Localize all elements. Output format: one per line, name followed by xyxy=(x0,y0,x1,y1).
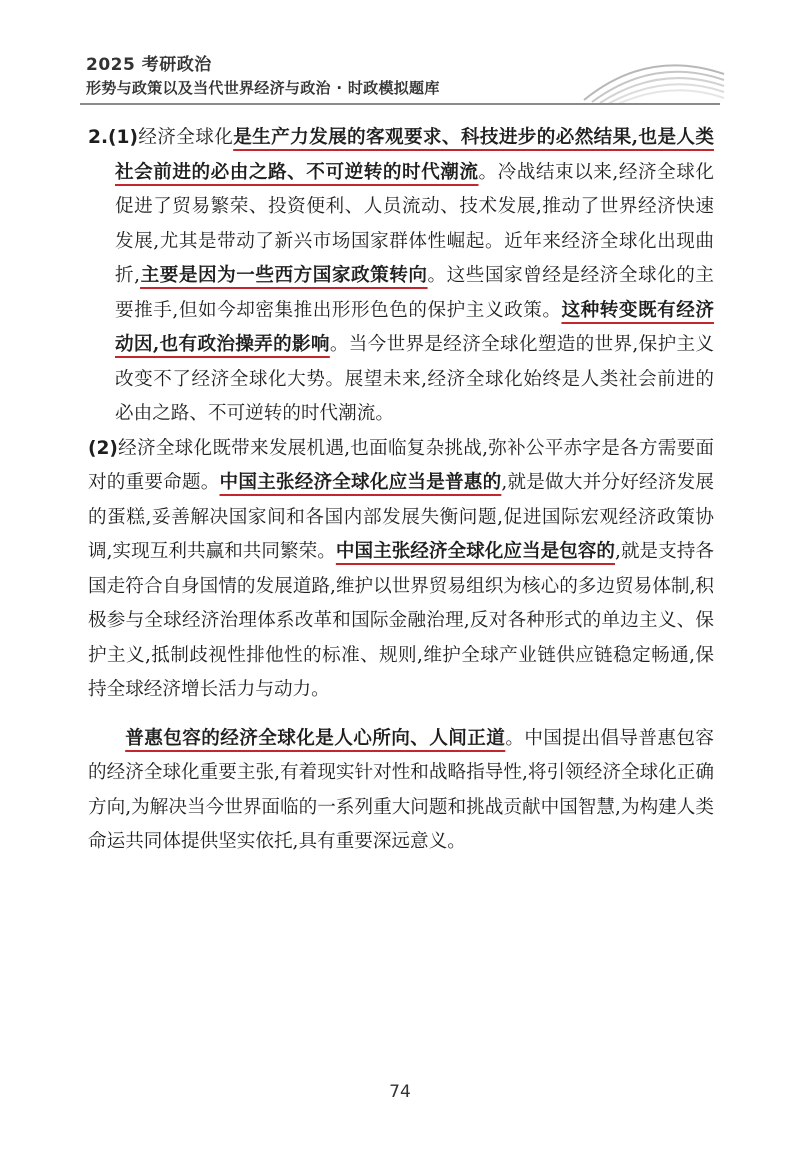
part-1-key-point: 这种转变既有经济动因,也有政治操弄的影响 xyxy=(115,299,714,355)
header-arc-decoration-icon xyxy=(578,44,728,104)
part-2-text: 经济全球化既带来发展机遇,也面临复杂挑战,弥补公平赤字是各方需要面对的重要命题。 xyxy=(88,437,714,493)
part-1-key-point: 主要是因为一些西方国家政策转向 xyxy=(140,265,428,286)
question-number: 2. xyxy=(88,127,109,148)
part-1-text: 。这些国家曾经是经济全球化的主要推手,但如今却密集推出形形色色的保护主义政策。 xyxy=(115,265,714,321)
book-year-title: 2025 考研政治 xyxy=(86,55,212,75)
answer-part-1 xyxy=(88,121,714,432)
page-header xyxy=(80,44,720,104)
answer-body xyxy=(88,121,714,860)
part-1-text: 。当今世界是经济全球化塑造的世界,保护主义改变不了经济全球化大势。展望未来,经济全球化始终是人类社会前进的必由之路、不可逆转的时代潮流。 xyxy=(115,334,714,424)
part-1-text: 。冷战结束以来,经济全球化促进了贸易繁荣、投资便利、人员流动、技术发展,推动了世界经济快速发展,尤其是带动了新兴市场国家群体性崛起。近年来经济全球化出现曲折, xyxy=(115,161,714,286)
header-rule xyxy=(80,103,720,105)
part-1-key-point: 是生产力发展的客观要求、科技进步的必然结果,也是人类社会前进的必由之路、不可逆转的时代潮流 xyxy=(115,127,714,183)
conclusion-key-point: 普惠包容的经济全球化是人心所向、人间正道 xyxy=(125,727,506,749)
part-2-label: (2) xyxy=(88,437,118,459)
part-2-text: ,就是支持各国走符合自身国情的发展道路,维护以世界贸易组织为核心的多边贸易体制,积极参与全球经济治理体系改革和国际金融治理,反对各种形式的单边主义、保护主义,抵制歧视性排他性的标准、规则,维护全球产业链供应链稳定畅通,保持全球经济增长活力与动力。 xyxy=(88,541,714,700)
answer-part-2 xyxy=(88,432,714,708)
book-subtitle: 形势与政策以及当代世界经济与政治 · 时政模拟题库 xyxy=(86,79,440,97)
part-2-key-point: 中国主张经济全球化应当是包容的 xyxy=(335,541,616,562)
part-1-label: (1) xyxy=(108,127,138,148)
conclusion-text: 。中国提出倡导普惠包容的经济全球化重要主张,有着现实针对性和战略指导性,将引领经济全球化正确方向,为解决当今世界面临的一系列重大问题和挑战贡献中国智慧,为构建人类命运共同体提供坚实依托,具有重要深远意义。 xyxy=(88,727,714,852)
part-2-key-point: 中国主张经济全球化应当是普惠的 xyxy=(219,472,502,493)
part-1-text: 经济全球化 xyxy=(137,127,234,148)
part-2-text: ,就是做大并分好经济发展的蛋糕,妥善解决国家间和各国内部发展失衡问题,促进国际宏观经济政策协调,实现互利共赢和共同繁荣。 xyxy=(88,472,714,562)
page-number: 74 xyxy=(389,1082,411,1102)
answer-conclusion xyxy=(88,722,714,860)
